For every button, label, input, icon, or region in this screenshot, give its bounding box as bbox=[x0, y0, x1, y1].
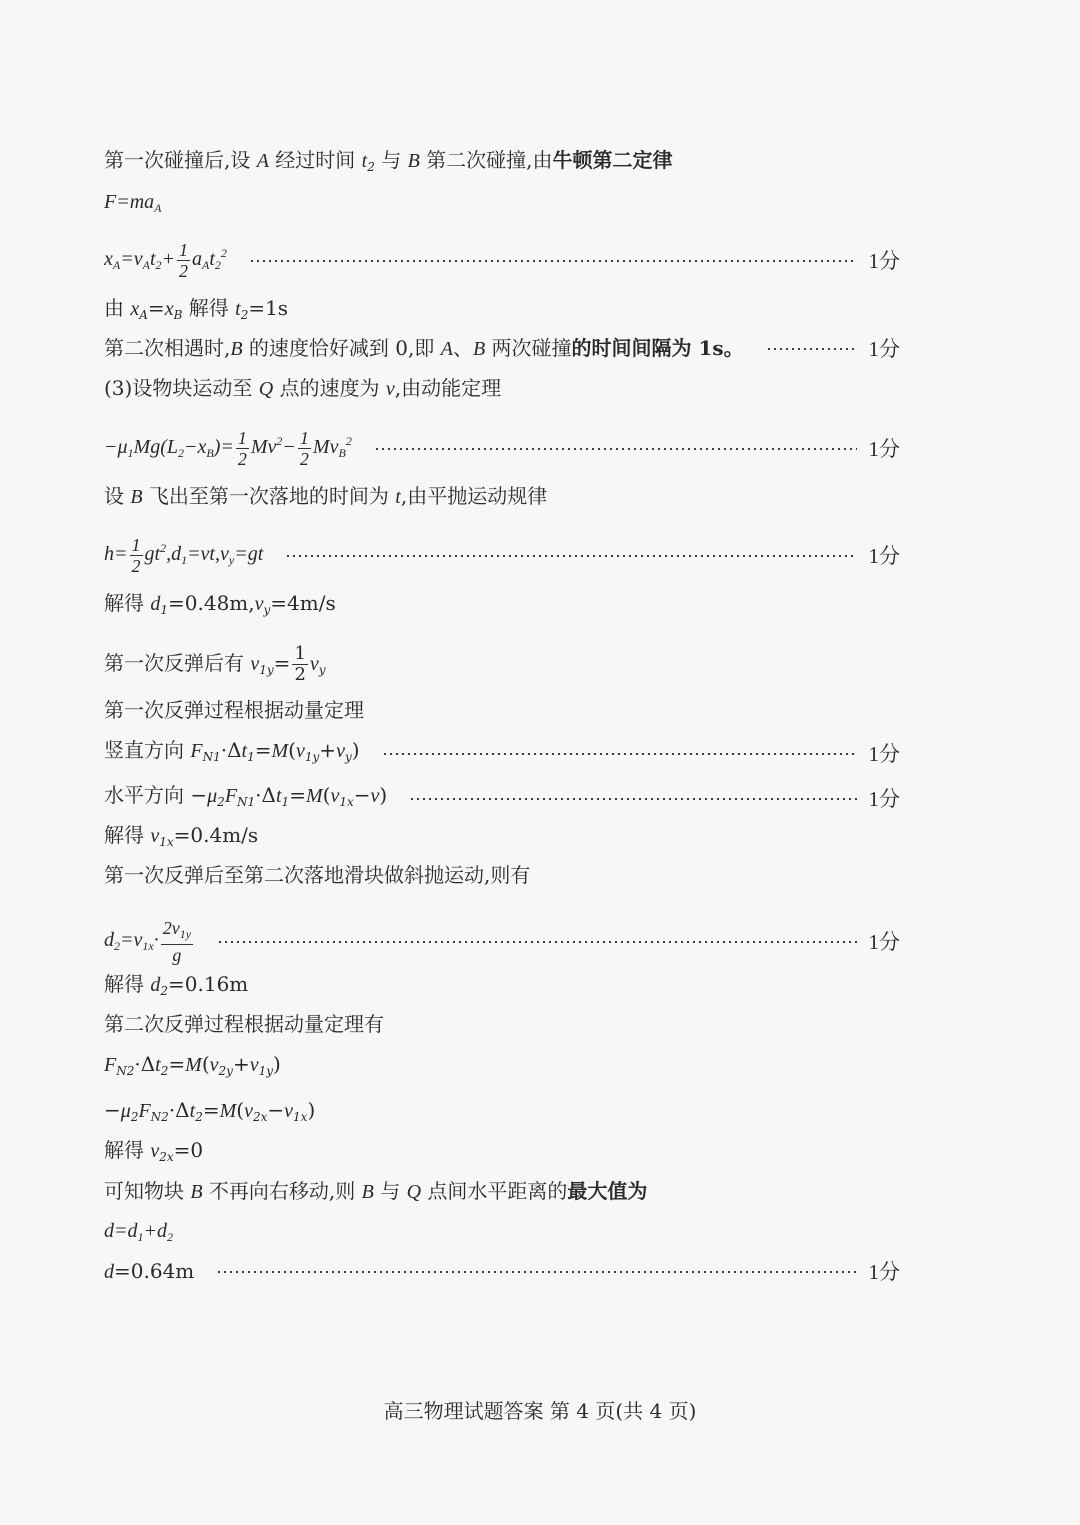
line-solve-t2: 由 $x_A=x_B$ 解得 $t_2=1s$ bbox=[104, 296, 289, 322]
score-label: 1分 bbox=[868, 786, 900, 811]
line-second-impulse-intro: 第二次反弹过程根据动量定理有 bbox=[104, 1012, 384, 1036]
line-energy-eq: $-\mu_1Mg(L_2-x_B)=$ $\frac{1}{2}$ $Mv^2-$ $\frac{1}{2}$ $Mv_B^2$ 1分 bbox=[104, 428, 900, 469]
leader-dots bbox=[382, 753, 857, 755]
leader-dots bbox=[249, 260, 857, 262]
leader-dots bbox=[409, 798, 856, 800]
line-part3-intro: (3)设物块运动至 Q 点的速度为 v,由动能定理 bbox=[104, 376, 502, 400]
line-rebound-v1y: 第一次反弹后有 $v_{1y}=$ $\frac{1}{2}$ $v_y$ bbox=[104, 643, 326, 685]
line-solve-v2x: 解得 $v_{2x}=0$ bbox=[104, 1138, 204, 1164]
leader-dots bbox=[217, 941, 856, 943]
line-impulse-intro: 第一次反弹过程根据动量定理 bbox=[104, 698, 364, 722]
line-projectile-intro: 设 B 飞出至第一次落地的时间为 t,由平抛运动规律 bbox=[104, 484, 548, 508]
score-label: 1分 bbox=[868, 336, 900, 361]
line-second-meet: 第二次相遇时,B 的速度恰好减到 0,即 A、B 两次碰撞的时间间隔为 1s。 1分 bbox=[104, 336, 900, 361]
line-solve-d2: 解得 $d_2=0.16m$ bbox=[104, 972, 249, 998]
line-newton-eq: $F=ma_A$ bbox=[104, 191, 162, 215]
leader-dots bbox=[374, 448, 857, 450]
line-second-horizontal-eq: $-\mu_2F_{N2}\cdot\Delta t_2=M(v_{2x}-v_{1x})$ bbox=[104, 1098, 316, 1124]
line-d2-eq: $d_2=v_{1x}\cdot$ $\frac{2v_{1y}}{g}$ 1分 bbox=[104, 918, 900, 965]
leader-dots bbox=[766, 348, 857, 350]
line-distance-sum: $d=d_1+d_2$ bbox=[104, 1220, 173, 1244]
score-label: 1分 bbox=[868, 741, 900, 766]
leader-dots bbox=[216, 1271, 856, 1273]
score-label: 1分 bbox=[868, 929, 900, 954]
leader-dots bbox=[285, 555, 856, 557]
line-collision-time: 第一次碰撞后,设 A 经过时间 $t_2$ 与 B 第二次碰撞,由牛顿第二定律 bbox=[104, 148, 673, 174]
line-second-vertical-eq: $F_{N2}\cdot\Delta t_2=M(v_{2y}+v_{1y})$ bbox=[104, 1052, 281, 1078]
line-displacement-eq: $x_A=v_At_2+$ $\frac{1}{2}$ $a_At_2^2$ 1分 bbox=[104, 240, 900, 281]
line-final-answer: d=0.64m 1分 bbox=[104, 1259, 900, 1284]
line-vertical-impulse: 竖直方向 $F_{N1}\cdot\Delta t_1=M(v_{1y}+v_y)$ 1分 bbox=[104, 738, 900, 766]
score-label: 1分 bbox=[868, 1259, 900, 1284]
line-projectile-eq: h= $\frac{1}{2}$ $gt^2,d_1=vt,v_y=gt$ 1分 bbox=[104, 535, 900, 576]
score-label: 1分 bbox=[868, 436, 900, 461]
line-solve-d1: 解得 $d_1=0.48m,v_y=4m/s$ bbox=[104, 591, 336, 617]
line-solve-v1x: 解得 $v_{1x}=0.4m/s$ bbox=[104, 823, 259, 849]
line-horizontal-impulse: 水平方向 $-\mu_2F_{N1}\cdot\Delta t_1=M(v_{1x}-v)$ 1分 bbox=[104, 783, 900, 811]
line-oblique-intro: 第一次反弹后至第二次落地滑块做斜抛运动,则有 bbox=[104, 863, 531, 887]
line-max-distance-intro: 可知物块 B 不再向右移动,则 B 与 Q 点间水平距离的最大值为 bbox=[104, 1179, 648, 1203]
score-label: 1分 bbox=[868, 248, 900, 273]
score-label: 1分 bbox=[868, 543, 900, 568]
page-footer: 高三物理试题答案 第 4 页(共 4 页) bbox=[383, 1399, 697, 1423]
